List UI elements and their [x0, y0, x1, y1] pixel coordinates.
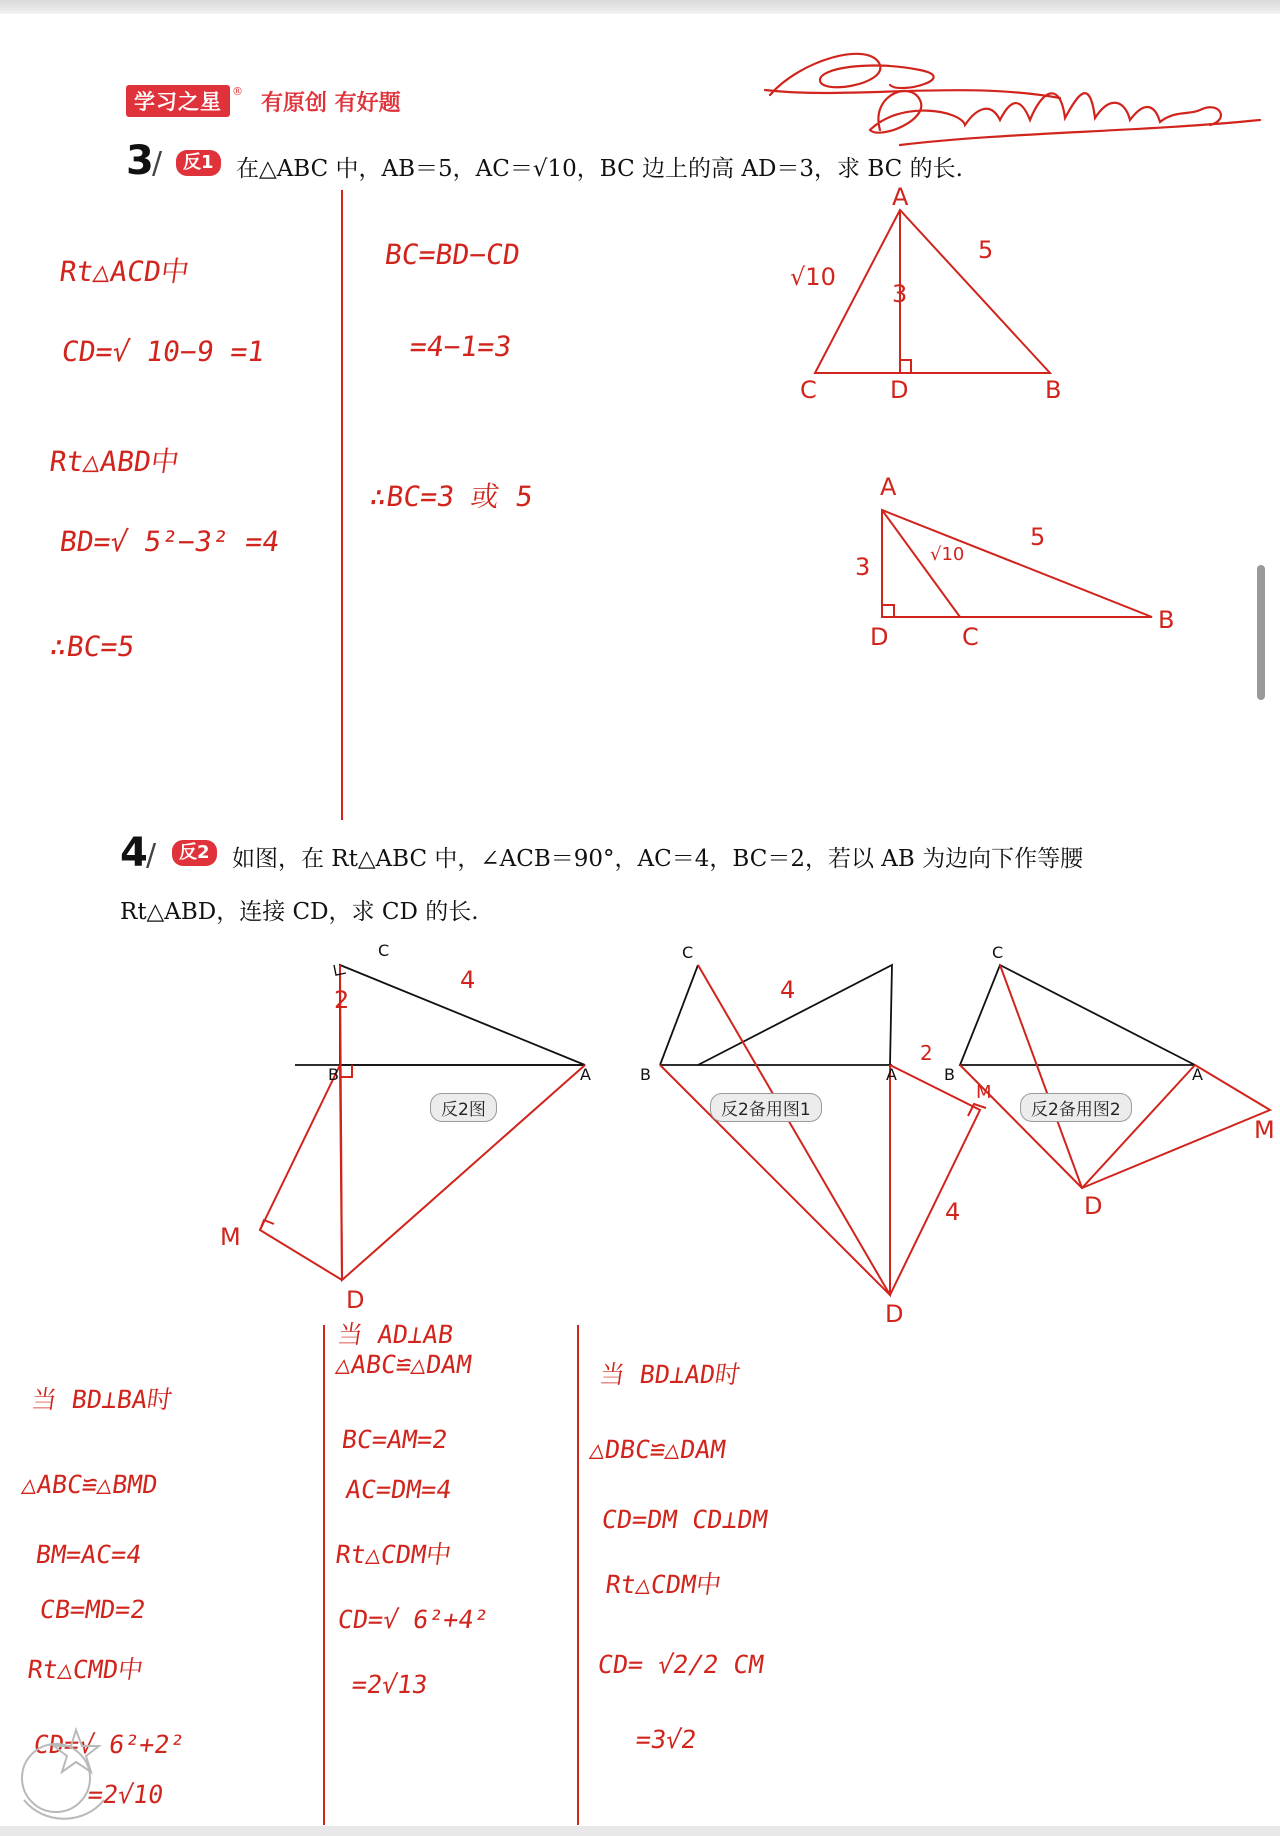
label-ab: 5 — [978, 236, 994, 264]
figure-caption: 反2备用图2 — [1020, 1093, 1132, 1122]
q4-step: =2√10 — [85, 1780, 166, 1809]
q4-step: AC=DM=4 — [343, 1475, 454, 1504]
q4-step: BC=AM=2 — [339, 1425, 450, 1454]
q3-divider — [341, 190, 343, 820]
q4-step: BM=AC=4 — [33, 1540, 144, 1569]
registered-mark: ® — [232, 84, 243, 98]
label-ab: 5 — [1030, 523, 1046, 551]
label-C: C — [992, 943, 1004, 962]
q4-step: CD= √2/2 CM — [595, 1650, 766, 1679]
label-M: M — [220, 1223, 241, 1251]
label-bc: 2 — [334, 986, 350, 1014]
q3-step: Rt△ACD中 — [57, 255, 192, 288]
q3-figure-obtuse — [840, 465, 1190, 665]
q4-step: =2√13 — [349, 1670, 430, 1699]
label-D: D — [1084, 1192, 1103, 1220]
label-C: C — [800, 376, 817, 404]
scrollbar-thumb[interactable] — [1257, 565, 1265, 700]
question-4-text-line1: 如图，在 Rt△ABC 中，∠ACB＝90°，AC＝4，BC＝2，若以 AB 为边向下作等腰 — [232, 846, 1084, 872]
q3-step: ∴BC=3 或 5 — [367, 480, 535, 513]
figure-caption: 反2图 — [430, 1093, 497, 1122]
q4-step: CD=DM CD⊥DM — [599, 1505, 770, 1534]
q3-step: Rt△ABD中 — [47, 445, 182, 478]
q3-step: CD=√ 10−9 =1 — [59, 335, 267, 368]
q3-step: =4−1=3 — [407, 330, 514, 363]
label-B: B — [1045, 376, 1062, 404]
figure-caption: 反2备用图1 — [710, 1093, 822, 1122]
label-D: D — [870, 623, 889, 651]
q4-step: CD=√ 6²+4² — [335, 1605, 491, 1634]
q4-step: △ABC≌△DAM — [333, 1350, 474, 1379]
label-A: A — [580, 1065, 591, 1084]
label-ac: 4 — [780, 976, 796, 1004]
label-C: C — [962, 623, 979, 651]
q4-step: Rt△CDM中 — [603, 1570, 724, 1599]
q4-step: =3√2 — [633, 1725, 699, 1754]
label-A: A — [886, 1065, 897, 1084]
label-A: A — [880, 473, 897, 501]
q4-step: △DBC≌△DAM — [587, 1435, 728, 1464]
question-4-tag: 反2 — [172, 840, 217, 866]
brand-logo — [126, 86, 401, 116]
label-D: D — [346, 1286, 365, 1314]
label-ac: √10 — [790, 263, 836, 291]
question-4-number: 4 — [120, 830, 148, 876]
q4-step: 当 AD⊥AB — [335, 1320, 456, 1349]
q3-step: BC=BD−CD — [382, 238, 523, 271]
question-3-text: 在△ABC 中，AB＝5，AC＝√10，BC 边上的高 AD＝3，求 BC 的长. — [236, 156, 963, 182]
window-bottom-edge — [0, 1826, 1280, 1836]
logo-mark: 学习之星 — [126, 85, 230, 117]
label-C: C — [682, 943, 694, 962]
q4-step: CB=MD=2 — [37, 1595, 148, 1624]
label-B: B — [328, 1065, 339, 1084]
label-md: 4 — [945, 1198, 961, 1226]
q4-step: Rt△CDM中 — [333, 1540, 454, 1569]
label-B: B — [640, 1065, 651, 1084]
q3-step: BD=√ 5²−3² =4 — [57, 525, 282, 558]
q4-step: 当 BD⊥AD时 — [597, 1360, 743, 1389]
q4-divider-2 — [577, 1325, 579, 1825]
q4-step: CD=√ 6²+2² — [31, 1730, 187, 1759]
q3-step: ∴BC=5 — [47, 630, 137, 663]
handwritten-signature — [760, 40, 1270, 160]
window-top-edge — [0, 0, 1280, 14]
q4-figure-alt2 — [940, 930, 1280, 1220]
label-A: A — [1192, 1065, 1203, 1084]
q4-step: 当 BD⊥BA时 — [29, 1385, 175, 1414]
label-M: M — [1254, 1116, 1275, 1144]
label-D: D — [890, 376, 909, 404]
question-3-number: 3 — [126, 138, 154, 184]
label-M: M — [976, 1082, 992, 1103]
question-4-slash: / — [146, 838, 157, 873]
question-3-slash: / — [152, 146, 163, 181]
label-B: B — [944, 1065, 955, 1084]
logo-slogan: 有原创 有好题 — [261, 90, 401, 116]
label-am: 2 — [920, 1041, 933, 1065]
q3-figure-acute — [780, 183, 1080, 410]
label-ac: √10 — [930, 544, 965, 565]
q4-divider-1 — [323, 1325, 325, 1825]
label-C: C — [378, 941, 390, 960]
q4-figure-main — [200, 930, 620, 1314]
label-ad: 3 — [855, 553, 871, 581]
question-3-tag: 反1 — [176, 150, 221, 176]
label-ac: 4 — [460, 966, 476, 994]
q4-step: △ABC≌△BMD — [19, 1470, 160, 1499]
label-D: D — [885, 1300, 904, 1328]
q4-step: Rt△CMD中 — [25, 1655, 146, 1684]
mascot-stamp-icon — [4, 1690, 134, 1830]
label-B: B — [1158, 606, 1175, 634]
question-4-text-line2: Rt△ABD，连接 CD，求 CD 的长. — [120, 899, 479, 925]
label-ad: 3 — [892, 280, 908, 308]
label-A: A — [892, 183, 909, 211]
